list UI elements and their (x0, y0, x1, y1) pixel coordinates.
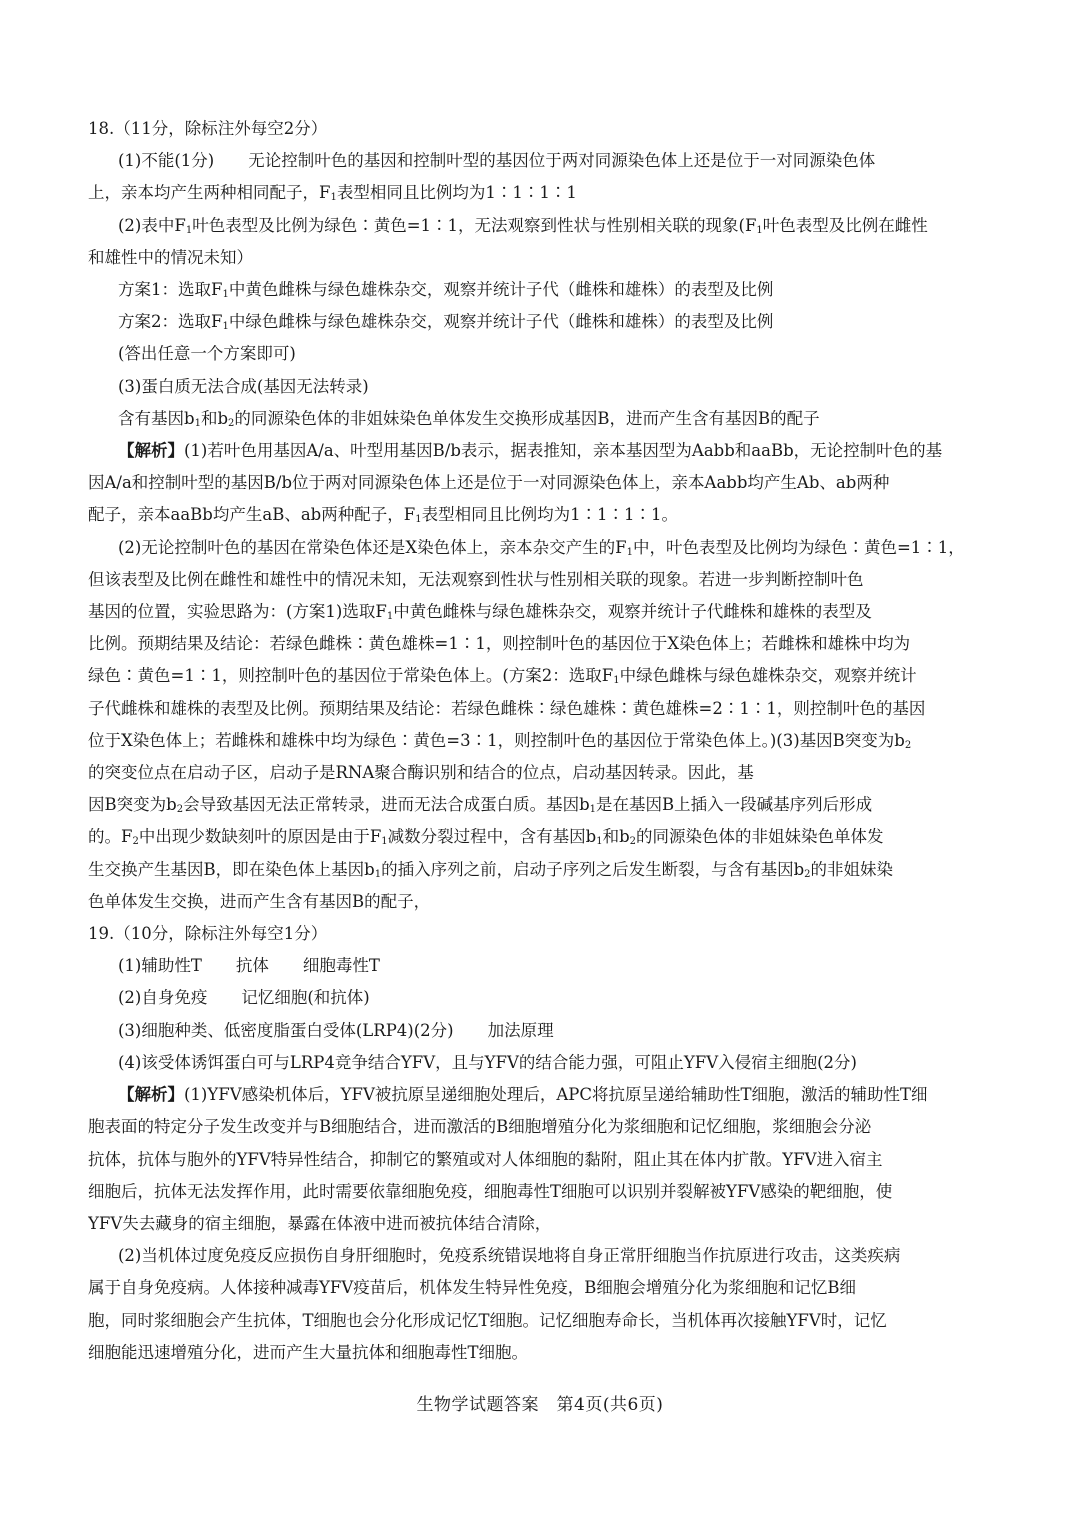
page-footer: 生物学试题答案 第4页(共6页) (416, 1395, 664, 1415)
q19-analysis-line: 细胞后，抗体无法发挥作用，此时需要依靠细胞免疫，细胞毒性T细胞可以识别并裂解被YFV感染的靶细胞，使 (88, 1181, 893, 1201)
q18-answer-2: (2)表中$F_1$叶色表型及比例为绿色∶黄色=1∶1，无法观察到性状与性别相关联的现象($F_1$叶色表型及比例在雌性 (118, 215, 928, 236)
q18-answer-3: (3)蛋白质无法合成(基因无法转录) (118, 376, 369, 396)
q18-header: 18.（11分，除标注外每空2分） (88, 119, 328, 138)
analysis-tag: 【解析】 (118, 441, 184, 461)
q19-analysis-line: 抗体，抗体与胞外的YFV特异性结合，抑制它的繁殖或对人体细胞的黏附，阻止其在体内扩散。YFV进入宿主 (88, 1149, 883, 1169)
q18-plan-1: 方案1：选取$F_1$中黄色雌株与绿色雄株杂交，观察并统计子代（雌株和雄株）的表型及比例 (118, 280, 774, 301)
q18-analysis-line: 配子，亲本aaBb均产生aB、ab两种配子，$F_1$表型相同且比例均为1∶1∶1∶1。 (88, 505, 679, 526)
answer-page (88, 113, 998, 1369)
q19-answer-3: (3)细胞种类、低密度脂蛋白受体(LRP4)(2分) 加法原理 (118, 1020, 554, 1040)
q18-analysis-line: 比例。预期结果及结论：若绿色雌株∶黄色雄株=1∶1，则控制叶色的基因位于X染色体上；若雌株和雄株中均为 (88, 634, 911, 654)
q18-a1-text: 无论控制叶色的基因和控制叶型的基因位于两对同源染色体上还是位于一对同源染色体 (248, 151, 876, 171)
q18-answer-1-cont: 上，亲本均产生两种相同配子，$F_1$表型相同且比例均为1∶1∶1∶1 (88, 183, 577, 204)
q18-analysis-line: 因A/a和控制叶型的基因B/b位于两对同源染色体上还是位于一对同源染色体上，亲本Aabb均产生Ab、ab两种 (88, 473, 890, 493)
q18-answer-1 (88, 145, 998, 177)
q19-answer-2: (2)自身免疫 记忆细胞(和抗体) (118, 988, 370, 1008)
q19-analysis-line: 细胞能迅速增殖分化，进而产生大量抗体和细胞毒性T细胞。 (88, 1342, 529, 1362)
q18-analysis-2: (2)无论控制叶色的基因在常染色体还是X染色体上，亲本杂交产生的$F_1$中，叶色表型及比例均为绿色∶黄色=1∶1， (118, 537, 965, 558)
q19-analysis-2: (2)当机体过度免疫反应损伤自身肝细胞时，免疫系统错误地将自身正常肝细胞当作抗原进行攻击，这类疾病 (118, 1246, 901, 1266)
q19-answer-1: (1)辅助性T 抗体 细胞毒性T (118, 956, 380, 976)
q18-analysis-line: 色单体发生交换，进而产生含有基因B的配子， (88, 891, 431, 911)
q18-analysis-line: 但该表型及比例在雌性和雄性中的情况未知，无法观察到性状与性别相关联的现象。若进一步判断控制叶色 (88, 569, 864, 589)
analysis-tag: 【解析】 (118, 1085, 184, 1105)
q19-analysis-line: 属于自身免疫病。人体接种减毒YFV疫苗后，机体发生特异性免疫，B细胞会增殖分化为浆细胞和记忆B细 (88, 1278, 857, 1298)
q18-answer-2-cont: 和雄性中的情况未知） (88, 247, 253, 267)
q18-analysis-line: 因B突变为$b_2$会导致基因无法正常转录，进而无法合成蛋白质。基因$b_1$是在基因B上插入一段碱基序列后形成 (88, 795, 873, 816)
q18-analysis-line: 的。$F_2$中出现少数缺刻叶的原因是由于$F_1$减数分裂过程中，含有基因$b_1$和$b_2$的同源染色体的非姐妹染色单体发 (88, 827, 884, 848)
q18-analysis-line: 绿色∶黄色=1∶1，则控制叶色的基因位于常染色体上。(方案2：选取$F_1$中绿色雌株与绿色雄株杂交，观察并统计 (88, 666, 917, 687)
q18-analysis-1: 【解析】(1)若叶色用基因A/a、叶型用基因B/b表示，据表推知，亲本基因型为Aabb和aaBb，无论控制叶色的基 (118, 441, 943, 461)
q18-plan-2: 方案2：选取$F_1$中绿色雌株与绿色雄株杂交，观察并统计子代（雌株和雄株）的表型及比例 (118, 312, 774, 333)
q18-analysis-line: 的突变位点在启动子区，启动子是RNA聚合酶识别和结合的位点，启动基因转录。因此，基 (88, 763, 754, 783)
q19-header: 19.（10分，除标注外每空1分） (88, 924, 328, 944)
q18-analysis-line: 位于X染色体上；若雌株和雄株中均为绿色∶黄色=3∶1，则控制叶色的基因位于常染色体上。)(3)基因B突变为$b_2$ (88, 730, 912, 751)
q19-analysis-1: 【解析】(1)YFV感染机体后，YFV被抗原呈递细胞处理后，APC将抗原呈递给辅助性T细胞，激活的辅助性T细 (118, 1085, 928, 1105)
q19-analysis-line: 胞表面的特定分子发生改变并与B细胞结合，进而激活的B细胞增殖分化为浆细胞和记忆细胞，浆细胞会分泌 (88, 1117, 872, 1137)
q18-plan-note: (答出任意一个方案即可) (118, 344, 296, 364)
q18-answer-3-text: 含有基因$b_1$和$b_2$的同源染色体的非姐妹染色单体发生交换形成基因B，进而产生含有基因B的配子 (118, 408, 820, 429)
q19-answer-4: (4)该受体诱饵蛋白可与LRP4竞争结合YFV，且与YFV的结合能力强，可阻止YFV入侵宿主细胞(2分) (118, 1052, 857, 1072)
q18-analysis-line: 子代雌株和雄株的表型及比例。预期结果及结论：若绿色雌株∶绿色雄株∶黄色雄株=2∶1∶1，则控制叶色的基因 (88, 698, 926, 718)
q18-analysis-line: 生交换产生基因B，即在染色体上基因$b_1$的插入序列之前，启动子序列之后发生断裂，与含有基因$b_2$的非姐妹染 (88, 859, 893, 880)
q18-analysis-line: 基因的位置，实验思路为：(方案1)选取$F_1$中黄色雌株与绿色雄株杂交，观察并统计子代雌株和雄株的表型及 (88, 602, 872, 623)
q19-analysis-line: 胞，同时浆细胞会产生抗体，T细胞也会分化形成记忆T细胞。记忆细胞寿命长，当机体再次接触YFV时，记忆 (88, 1310, 887, 1330)
q18-a1-label: (1)不能(1分) (118, 151, 215, 171)
q19-analysis-line: YFV失去藏身的宿主细胞，暴露在体液中进而被抗体结合清除， (88, 1213, 552, 1233)
